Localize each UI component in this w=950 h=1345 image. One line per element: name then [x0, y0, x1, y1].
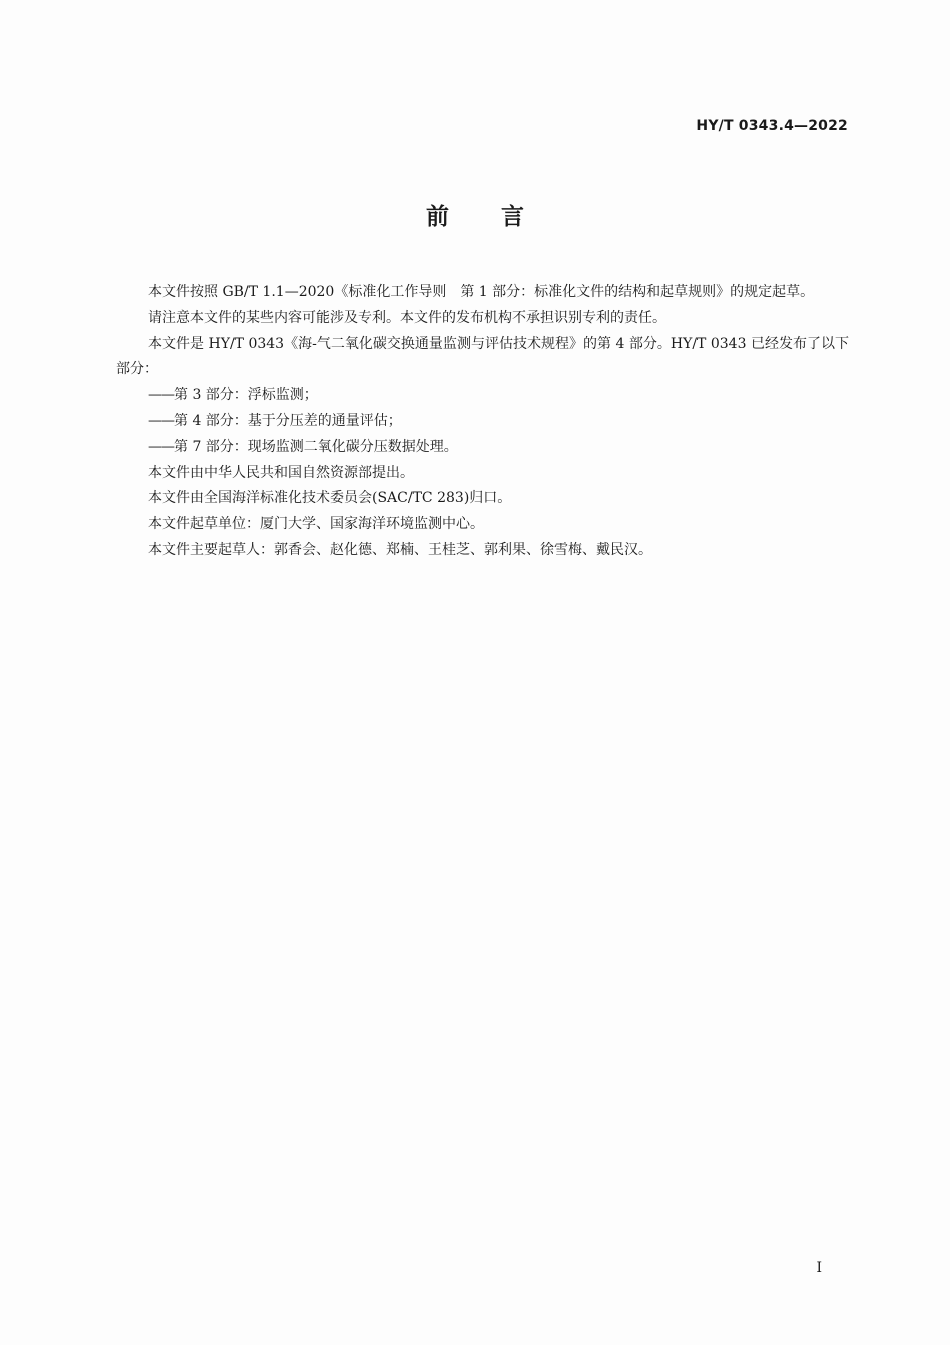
list-item: [116, 383, 849, 409]
page-title: 前言: [426, 204, 576, 230]
paragraph-patent-notice: 请注意本文件的某些内容可能涉及专利。本文件的发布机构不承担识别专利的责任。: [148, 309, 666, 326]
list-item-text: 第 4 部分：基于分压差的通量评估；: [174, 412, 402, 429]
paragraph-part-info: 本文件是 HY/T 0343《海-气二氧化碳交换通量监测与评估技术规程》的第 4 部分。HY/T 0343 已经发布了以下部分：: [116, 335, 849, 378]
paragraph-drafting-units: 本文件起草单位：厦门大学、国家海洋环境监测中心。: [148, 516, 484, 533]
list-item: [116, 409, 849, 435]
page-number: I: [816, 1260, 822, 1276]
foreword-body: [116, 280, 849, 564]
list-dash: ——: [148, 387, 174, 404]
list-item: [116, 435, 849, 461]
document-code: HY/T 0343.4—2022: [696, 118, 848, 134]
paragraph-proposer: 本文件由中华人民共和国自然资源部提出。: [148, 464, 414, 481]
list-dash: ——: [148, 412, 174, 429]
paragraph-technical-committee: 本文件由全国海洋标准化技术委员会(SAC/TC 283)归口。: [148, 490, 512, 507]
list-dash: ——: [148, 438, 174, 455]
paragraph-drafting-basis: 本文件按照 GB/T 1.1—2020《标准化工作导则 第 1 部分：标准化文件的结构和起草规则》的规定起草。: [148, 284, 815, 300]
list-item-text: 第 7 部分：现场监测二氧化碳分压数据处理。: [174, 438, 458, 455]
published-parts-list: [116, 383, 849, 460]
list-item-text: 第 3 部分：浮标监测；: [174, 387, 318, 404]
paragraph-drafters: 本文件主要起草人：郭香会、赵化德、郑楠、王桂芝、郭利果、徐雪梅、戴民汉。: [148, 541, 652, 558]
